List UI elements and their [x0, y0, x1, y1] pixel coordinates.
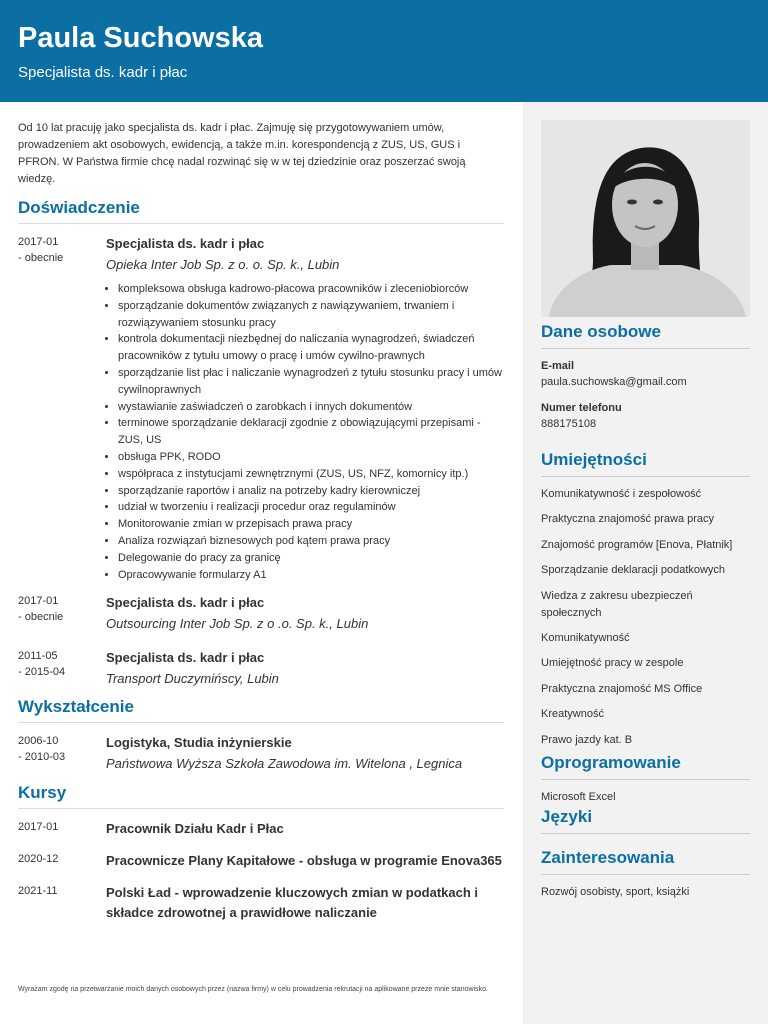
skill-item: Znajomość programów [Enova, Płatnik] [541, 538, 733, 551]
skill-item: Wiedza z zakresu ubezpieczeń społecznych [541, 589, 693, 619]
experience-entry [18, 648, 504, 688]
course-entry [18, 819, 504, 839]
date-end: - obecnie [18, 252, 64, 264]
skill-item: Komunikatywność [541, 631, 630, 644]
course-title: Pracownik Działu Kadr i Płac [106, 821, 284, 837]
duties-list [106, 281, 504, 583]
entry-date [18, 733, 106, 773]
entry-date [18, 593, 106, 633]
entry-date: 2021-11 [18, 885, 58, 898]
interests-text: Rozwój osobisty, sport, książki [541, 885, 690, 898]
skill-item: Praktyczna znajomość prawa pracy [541, 513, 715, 526]
experience-heading: Doświadczenie [18, 198, 504, 224]
entry-date [18, 648, 106, 688]
consent-clause: Wyrażam zgodę na przetwarzanie moich danych osobowych przez (nazwa firmy) w celu prowadzenia rekrutacji na aplikowane przeze mnie stanowisko. [18, 986, 488, 993]
skill-item: Praktyczna znajomość MS Office [541, 682, 703, 695]
school-name: Państwowa Wyższa Szkoła Zawodowa im. Witelona , Legnica [106, 756, 463, 772]
duty-item: • Opracowywanie formularzy A1 [118, 567, 504, 584]
duty-item: • Monitorowanie zmian w przepisach prawa pracy [118, 516, 504, 533]
skills-heading: Umiejętności [541, 450, 750, 477]
languages-heading: Języki [541, 807, 750, 834]
duty-item: • sporządzanie dokumentów związanych z nawiązywaniem, trwaniem i rozwiązywaniem stosunku pracy [118, 298, 504, 332]
duty-item: • obsługa PPK, RODO [118, 449, 504, 466]
course-title: Pracownicze Plany Kapitałowe - obsługa w programie Enova365 [106, 853, 502, 869]
courses-heading: Kursy [18, 783, 504, 809]
sidebar [541, 322, 750, 909]
portrait-icon [541, 120, 750, 317]
entry-date: 2017-01 [18, 821, 59, 834]
date-end: - 2015-04 [18, 666, 66, 679]
date-start: 2017-01 [18, 236, 59, 248]
course-entry [18, 883, 504, 923]
date-end: - obecnie [18, 611, 64, 624]
entry-date: 2020-12 [18, 853, 59, 866]
course-title: Polski Ład - wprowadzenie kluczowych zmian w podatkach i składce zdrowotnej a prawidłowe naliczanie [106, 885, 479, 921]
profile-photo [541, 120, 750, 317]
duty-item: • sporządzanie raportów i analiz na potrzeby kadry kierowniczej [118, 483, 504, 500]
degree-title: Logistyka, Studia inżynierskie [106, 735, 292, 751]
duty-item: • wystawianie zaświadczeń o zarobkach i innych dokumentów [118, 399, 504, 416]
main-column [18, 120, 504, 923]
company-name: Transport Duczymińscy, Lubin [106, 671, 279, 687]
duty-item: • sporządzanie list płac i naliczanie wynagrodzeń z tytułu stosunku pracy i umów cywilnoprawnych [118, 365, 504, 399]
skill-item: Komunikatywność i zespołowość [541, 488, 702, 500]
duty-item: • Delegowanie do pracy za granicę [118, 550, 504, 567]
phone-label: Numer telefonu [541, 402, 622, 414]
company-name: Outsourcing Inter Job Sp. z o .o. Sp. k., Lubin [106, 616, 369, 632]
header-banner [0, 0, 768, 102]
skill-item: Prawo jazdy kat. B [541, 733, 633, 746]
date-start: 2006-10 [18, 735, 59, 748]
course-entry [18, 851, 504, 871]
date-start: 2017-01 [18, 595, 59, 608]
entry-date [18, 234, 106, 583]
software-heading: Oprogramowanie [541, 753, 750, 780]
company-name: Opieka Inter Job Sp. z o. o. Sp. k., Lubin [106, 257, 340, 272]
education-entry [18, 733, 504, 773]
summary-text: Od 10 lat pracuję jako specjalista ds. kadr i płac. Zajmuję się przygotowywaniem umów, prowadzeniem akt osobowych, ewidencją, a także m.in. korespondencją z ZUS, US, GUS i PFRON. W Państwa firmie chcę nadal rozwinąć się w w tej dziedzinie oraz poszerzać swoją wiedzę. [18, 122, 466, 185]
candidate-title: Specjalista ds. kadr i płac [18, 64, 188, 81]
skill-item: Kreatywność [541, 708, 604, 721]
experience-entry [18, 593, 504, 633]
candidate-name: Paula Suchowska [18, 22, 263, 54]
duty-item: • współpraca z instytucjami zewnętrznymi (ZUS, US, NFZ, komornicy itp.) [118, 466, 504, 483]
duty-item: • Analiza rozwiązań biznesowych pod kątem prawa pracy [118, 533, 504, 550]
personal-heading: Dane osobowe [541, 322, 750, 349]
email-value: paula.suchowska@gmail.com [541, 376, 687, 388]
experience-entry [18, 234, 504, 583]
interests-heading: Zainteresowania [541, 848, 750, 875]
skill-item: Umiejętność pracy w zespole [541, 657, 684, 670]
job-title: Specjalista ds. kadr i płac [106, 650, 265, 666]
date-end: - 2010-03 [18, 751, 66, 764]
date-start: 2011-05 [18, 650, 58, 663]
duty-item: • udział w tworzeniu i realizacji procedur oraz regulaminów [118, 499, 504, 516]
job-title: Specjalista ds. kadr i płac [106, 595, 265, 611]
software-item: Microsoft Excel [541, 790, 616, 803]
skill-item: Sporządzanie deklaracji podatkowych [541, 564, 726, 577]
duty-item: • kompleksowa obsługa kadrowo-płacowa pracowników i zleceniobiorców [118, 281, 504, 298]
duty-item: • kontrola dokumentacji niezbędnej do naliczania wynagrodzeń, świadczeń pracowników z tytułu umowy o pracę i umów cywilno-prawnych [118, 331, 504, 365]
duty-item: • terminowe sporządzanie deklaracji zgodnie z obowiązującymi przepisami - ZUS, US [118, 415, 504, 449]
education-heading: Wykształcenie [18, 697, 504, 723]
phone-value: 888175108 [541, 418, 597, 430]
job-title: Specjalista ds. kadr i płac [106, 236, 265, 251]
email-label: E-mail [541, 360, 575, 372]
